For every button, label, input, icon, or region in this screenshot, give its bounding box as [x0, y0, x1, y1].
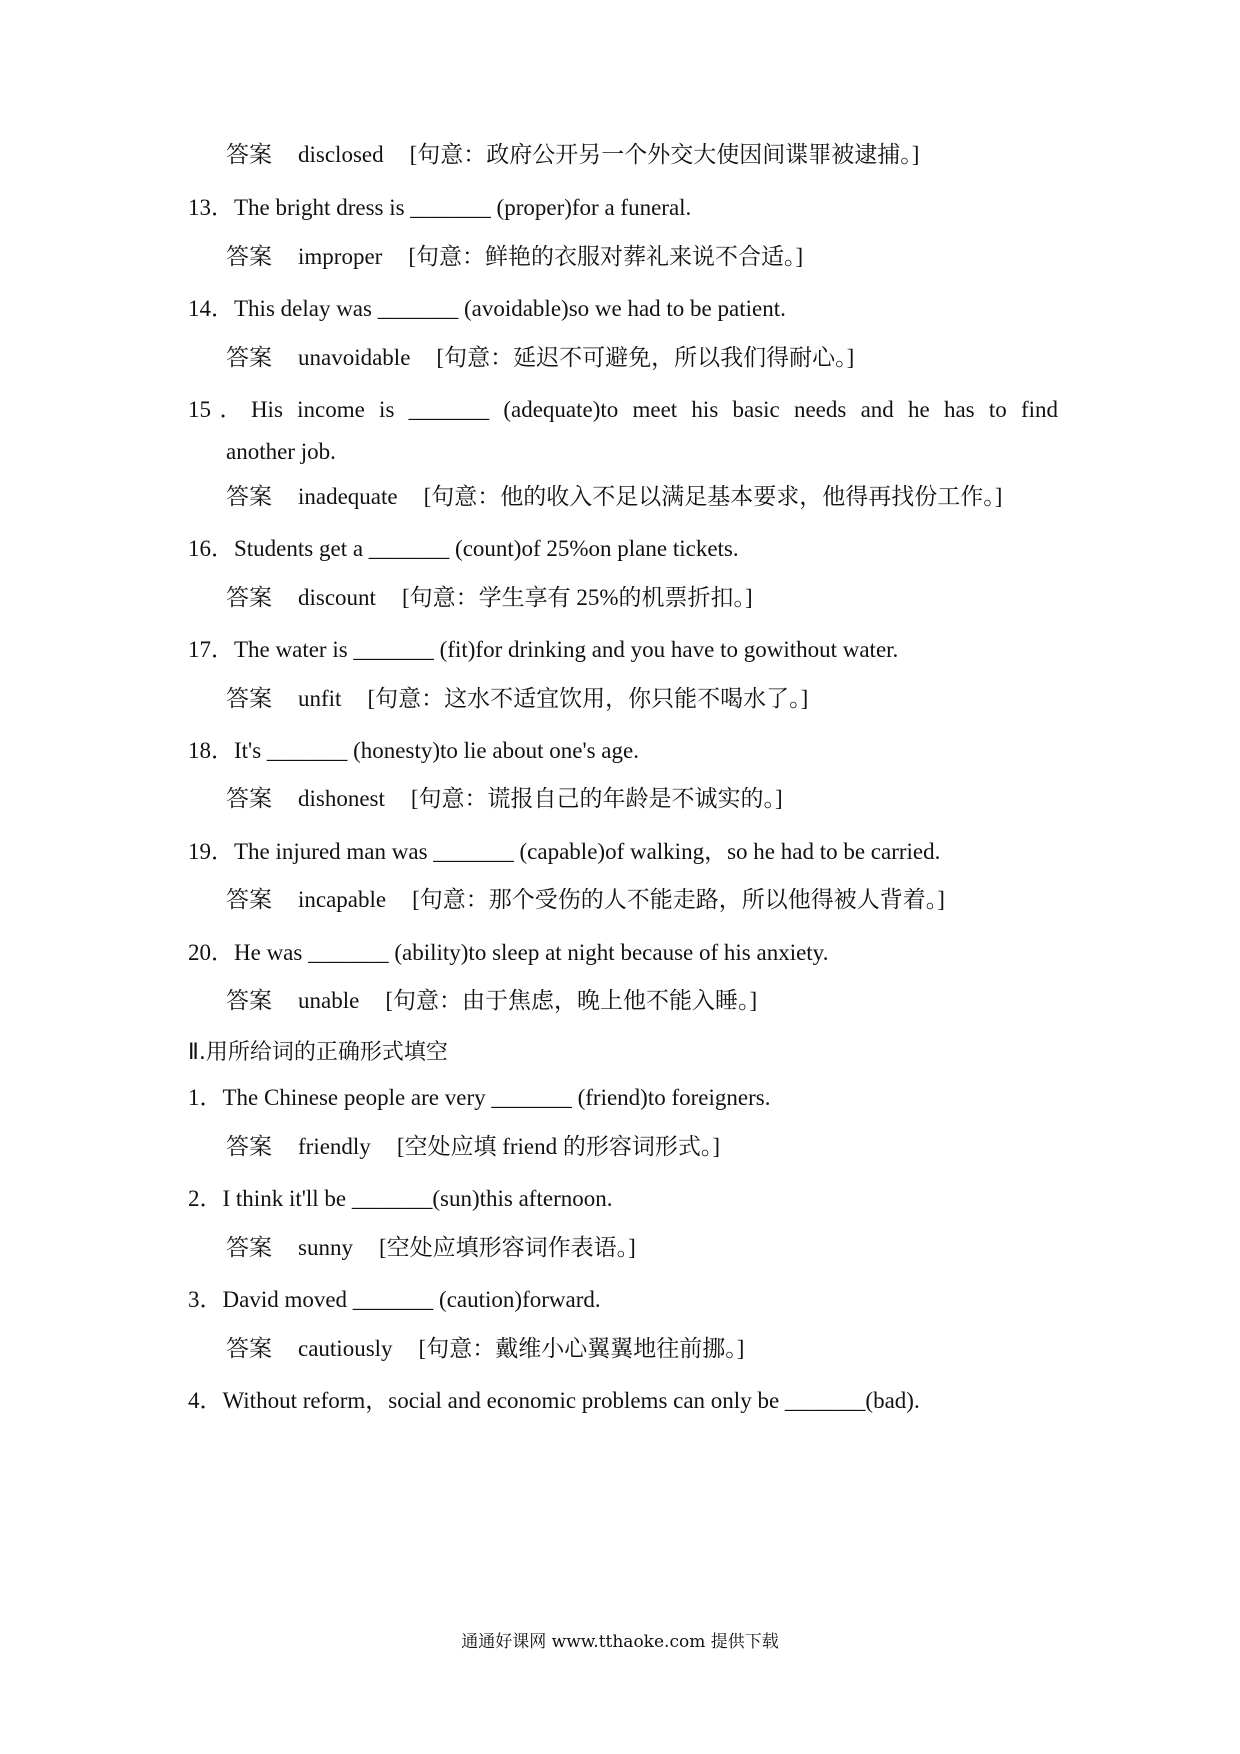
answer-note: [句意：由于焦虑，晚上他不能入睡。] [385, 988, 758, 1013]
answer-note: [句意：那个受伤的人不能走路，所以他得被人背着。] [412, 887, 945, 912]
answer-line [226, 242, 803, 272]
answer-word: friendly [298, 1134, 371, 1159]
question-20: 20．He was _______ (ability)to sleep at night because of his anxiety. [188, 940, 829, 965]
page-footer: 通通好课网 www.tthaoke.com 提供下载 [461, 1632, 779, 1652]
answer-word: dishonest [298, 786, 385, 811]
question-14: 14．This delay was _______ (avoidable)so we had to be patient. [188, 296, 786, 321]
answer-note: [句意：这水不适宜饮用，你只能不喝水了。] [367, 686, 809, 711]
answer-note: [句意：谎报自己的年龄是不诚实的。] [410, 786, 783, 811]
question-19: 19．The injured man was _______ (capable)of walking，so he had to be carried. [188, 839, 941, 864]
answer-note: [句意：学生享有 25%的机票折扣。] [401, 585, 753, 610]
answer-word: improper [298, 244, 383, 269]
answer-line [226, 885, 945, 915]
answer-label: 答案 [226, 345, 272, 370]
answer-label: 答案 [226, 786, 272, 811]
answer-note: [空处应填 friend 的形容词形式。] [396, 1134, 721, 1159]
question-13: 13．The bright dress is _______ (proper)for a funeral. [188, 195, 692, 220]
answer-label: 答案 [226, 1235, 272, 1260]
question-ii-3: 3．David moved _______ (caution)forward. [188, 1287, 601, 1312]
answer-line [226, 583, 753, 613]
answer-line [226, 482, 1002, 512]
answer-word: inadequate [298, 484, 398, 509]
answer-label: 答案 [226, 142, 272, 167]
answer-line [226, 986, 757, 1016]
section-title: Ⅱ.用所给词的正确形式填空 [188, 1040, 448, 1065]
question-ii-1: 1．The Chinese people are very _______ (friend)to foreigners. [188, 1085, 771, 1110]
answer-line [226, 684, 808, 714]
answer-word: sunny [298, 1235, 353, 1260]
answer-note: [句意：戴维小心翼翼地往前挪。] [418, 1336, 745, 1361]
answer-line [226, 343, 854, 373]
answer-note: [句意：政府公开另一个外交大使因间谍罪被逮捕。] [409, 142, 920, 167]
answer-label: 答案 [226, 988, 272, 1013]
answer-word: unable [298, 988, 360, 1013]
answer-label: 答案 [226, 244, 272, 269]
answer-note: [句意：延迟不可避免，所以我们得耐心。] [436, 345, 855, 370]
answer-line [226, 1233, 636, 1263]
answer-note: [句意：他的收入不足以满足基本要求，他得再找份工作。] [423, 484, 1003, 509]
answer-label: 答案 [226, 1336, 272, 1361]
answer-line [226, 1334, 744, 1364]
answer-line [226, 1132, 720, 1162]
answer-line [226, 140, 919, 170]
answer-word: discount [298, 585, 376, 610]
answer-label: 答案 [226, 1134, 272, 1159]
answer-word: incapable [298, 887, 387, 912]
answer-note: [空处应填形容词作表语。] [378, 1235, 636, 1260]
answer-label: 答案 [226, 887, 272, 912]
answer-word: unavoidable [298, 345, 411, 370]
answer-line [226, 784, 783, 814]
answer-label: 答案 [226, 585, 272, 610]
question-18: 18．It's _______ (honesty)to lie about one's age. [188, 738, 639, 763]
answer-word: unfit [298, 686, 342, 711]
answer-label: 答案 [226, 686, 272, 711]
question-ii-2: 2．I think it'll be _______(sun)this afternoon. [188, 1186, 613, 1211]
answer-word: cautiously [298, 1336, 393, 1361]
question-15-continuation: another job. [226, 439, 336, 464]
answer-word: disclosed [298, 142, 384, 167]
question-ii-4: 4．Without reform，social and economic problems can only be _______(bad). [188, 1388, 920, 1413]
question-17: 17．The water is _______ (fit)for drinking and you have to gowithout water. [188, 637, 899, 662]
answer-note: [句意：鲜艳的衣服对葬礼来说不合适。] [408, 244, 804, 269]
question-16: 16．Students get a _______ (count)of 25%on plane tickets. [188, 536, 739, 561]
answer-label: 答案 [226, 484, 272, 509]
question-15: 15．His income is _______ (adequate)to meet his basic needs and he has to find [188, 397, 1058, 422]
